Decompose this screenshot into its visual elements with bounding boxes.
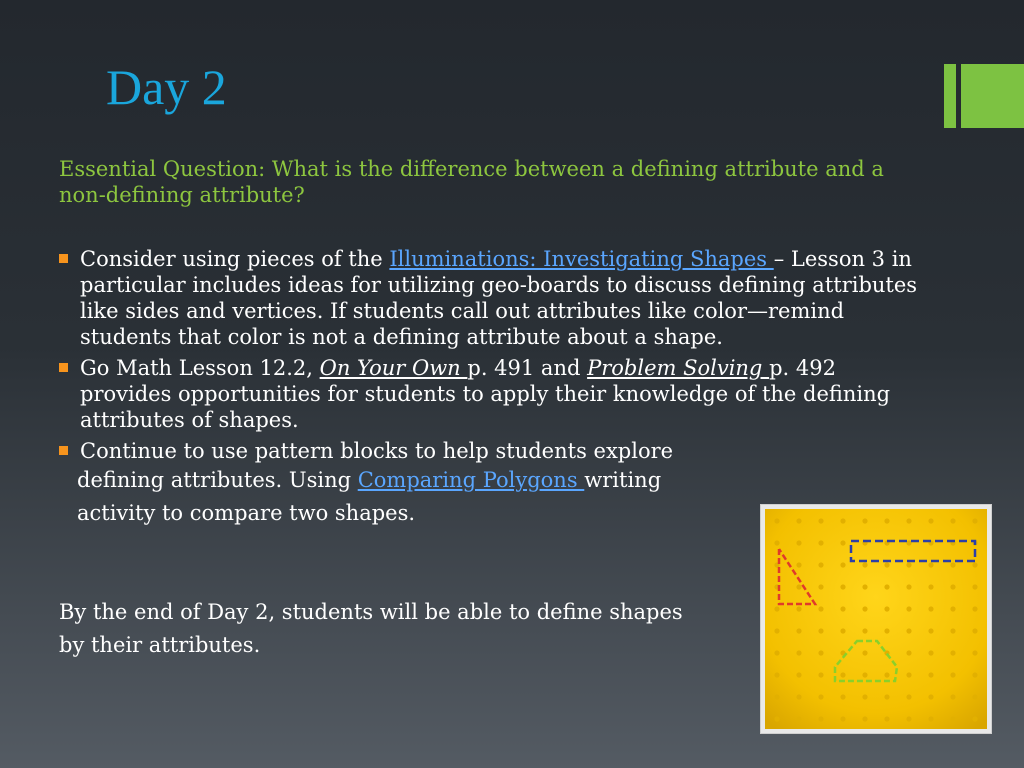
geoboard-peg: [906, 672, 911, 677]
geoboard-peg: [906, 628, 911, 633]
geoboard-peg: [774, 694, 779, 699]
geoboard-peg: [928, 672, 933, 677]
geoboard-peg: [972, 584, 977, 589]
bullet-line: [77, 464, 760, 497]
geoboard-peg: [884, 628, 889, 633]
geoboard-peg: [796, 650, 801, 655]
geoboard-peg: [906, 562, 911, 567]
geoboard-peg: [862, 584, 867, 589]
closing-line: By the end of Day 2, students will be able to define shapes: [59, 600, 683, 624]
geoboard-peg: [862, 650, 867, 655]
geoboard-peg: [884, 716, 889, 721]
geoboard-peg: [972, 650, 977, 655]
geoboard-peg: [818, 672, 823, 677]
bullet-marker-icon: [59, 446, 68, 455]
geoboard-peg: [906, 650, 911, 655]
geoboard-peg: [928, 562, 933, 567]
geoboard-peg: [950, 518, 955, 523]
bullet-text: Continue to use pattern blocks to help students explore: [80, 439, 674, 463]
geoboard-peg: [972, 606, 977, 611]
geoboard-peg: [928, 606, 933, 611]
geoboard-peg: [950, 606, 955, 611]
geoboard-peg: [928, 694, 933, 699]
bullet-text: p. 492 provides opportunities for students to apply their knowledge of the defining attributes of shapes.: [80, 356, 891, 432]
geoboard-peg: [818, 540, 823, 545]
bullet-marker-icon: [59, 363, 68, 372]
geoboard-peg: [818, 650, 823, 655]
geoboard-peg: [840, 716, 845, 721]
bullet-pattern-blocks: [59, 438, 760, 530]
geoboard-peg: [796, 540, 801, 545]
geoboard-peg: [818, 584, 823, 589]
geoboard-peg: [906, 584, 911, 589]
geoboard-peg: [840, 518, 845, 523]
accent-bar-wide: [961, 64, 1024, 128]
closing-statement: [59, 596, 749, 662]
geoboard-peg: [972, 672, 977, 677]
geoboard-peg: [906, 518, 911, 523]
geoboard-peg: [906, 606, 911, 611]
geoboard-peg: [862, 716, 867, 721]
geoboard-peg: [950, 628, 955, 633]
geoboard-peg: [796, 716, 801, 721]
geoboard-peg: [950, 672, 955, 677]
geoboard-peg: [774, 628, 779, 633]
geoboard-peg: [884, 584, 889, 589]
geoboard-peg: [818, 518, 823, 523]
geoboard-peg: [950, 584, 955, 589]
geoboard-peg: [774, 672, 779, 677]
geoboard-peg: [796, 694, 801, 699]
on-your-own-text: On Your Own: [319, 356, 468, 380]
geoboard-illustration: [765, 509, 987, 729]
geoboard-peg: [774, 540, 779, 545]
geoboard-peg: [796, 562, 801, 567]
bullet-text: writing: [584, 468, 662, 492]
closing-line: by their attributes.: [59, 633, 261, 657]
geoboard-image: [760, 504, 992, 734]
geoboard-peg: [972, 694, 977, 699]
geoboard-peg: [796, 672, 801, 677]
geoboard-peg: [928, 518, 933, 523]
bullet-text: Consider using pieces of the: [80, 247, 390, 271]
geoboard-peg: [928, 628, 933, 633]
geoboard-peg: [774, 518, 779, 523]
bullet-illuminations: [59, 246, 919, 350]
geoboard-peg: [928, 650, 933, 655]
geoboard-peg: [774, 716, 779, 721]
geoboard-peg: [950, 716, 955, 721]
geoboard-peg: [796, 606, 801, 611]
geoboard-peg: [972, 628, 977, 633]
geoboard-peg: [906, 540, 911, 545]
bullet-text: activity to compare two shapes.: [77, 501, 416, 525]
geoboard-peg: [950, 562, 955, 567]
geoboard-peg: [818, 694, 823, 699]
geoboard-peg: [862, 628, 867, 633]
geoboard-peg: [928, 584, 933, 589]
geoboard-peg: [972, 562, 977, 567]
bullet-text: – Lesson 3 in particular includes ideas for utilizing geo-boards to discuss defining attributes like sides and vertices. If students call out attributes like color—remind students that color is not a defining attribute about a shape.: [80, 247, 918, 349]
bullet-list: [59, 246, 919, 535]
geoboard-peg: [950, 694, 955, 699]
comparing-polygons-link[interactable]: Comparing Polygons: [357, 468, 585, 492]
geoboard-peg: [796, 518, 801, 523]
geoboard-peg: [862, 562, 867, 567]
essential-question: Essential Question: What is the difference between a defining attribute and a non-defining attribute?: [59, 157, 884, 207]
accent-bar-thin: [944, 64, 956, 128]
geoboard-peg: [950, 650, 955, 655]
geoboard-peg: [862, 606, 867, 611]
geoboard-peg: [840, 562, 845, 567]
bullet-text: p. 491 and: [467, 356, 588, 380]
geoboard-peg: [862, 672, 867, 677]
geoboard-peg: [884, 606, 889, 611]
geoboard-peg: [906, 694, 911, 699]
geoboard-peg: [884, 562, 889, 567]
geoboard-peg: [884, 672, 889, 677]
problem-solving-text: Problem Solving: [587, 356, 770, 380]
bullet-marker-icon: [59, 254, 68, 263]
geoboard-peg: [818, 562, 823, 567]
geoboard-peg: [840, 672, 845, 677]
geoboard-peg: [818, 716, 823, 721]
slide-title: Day 2: [106, 59, 227, 115]
geoboard-peg: [884, 518, 889, 523]
geoboard-peg: [840, 628, 845, 633]
bullet-go-math: [59, 355, 919, 433]
geoboard-peg: [906, 716, 911, 721]
geoboard-peg: [862, 518, 867, 523]
geoboard-peg: [884, 694, 889, 699]
geoboard-peg: [840, 540, 845, 545]
geoboard-peg: [928, 716, 933, 721]
geoboard-peg: [972, 716, 977, 721]
geoboard-peg: [818, 628, 823, 633]
geoboard-peg: [840, 694, 845, 699]
geoboard-peg: [774, 650, 779, 655]
geoboard-peg: [840, 584, 845, 589]
geoboard-peg: [796, 628, 801, 633]
geoboard-peg: [818, 606, 823, 611]
geoboard-peg: [840, 606, 845, 611]
geoboard-peg: [774, 606, 779, 611]
illuminations-link[interactable]: Illuminations: Investigating Shapes: [389, 247, 774, 271]
bullet-text: Go Math Lesson 12.2,: [80, 356, 320, 380]
geoboard-peg: [796, 584, 801, 589]
geoboard-peg: [862, 694, 867, 699]
geoboard-peg: [972, 518, 977, 523]
bullet-text: defining attributes. Using: [77, 468, 358, 492]
